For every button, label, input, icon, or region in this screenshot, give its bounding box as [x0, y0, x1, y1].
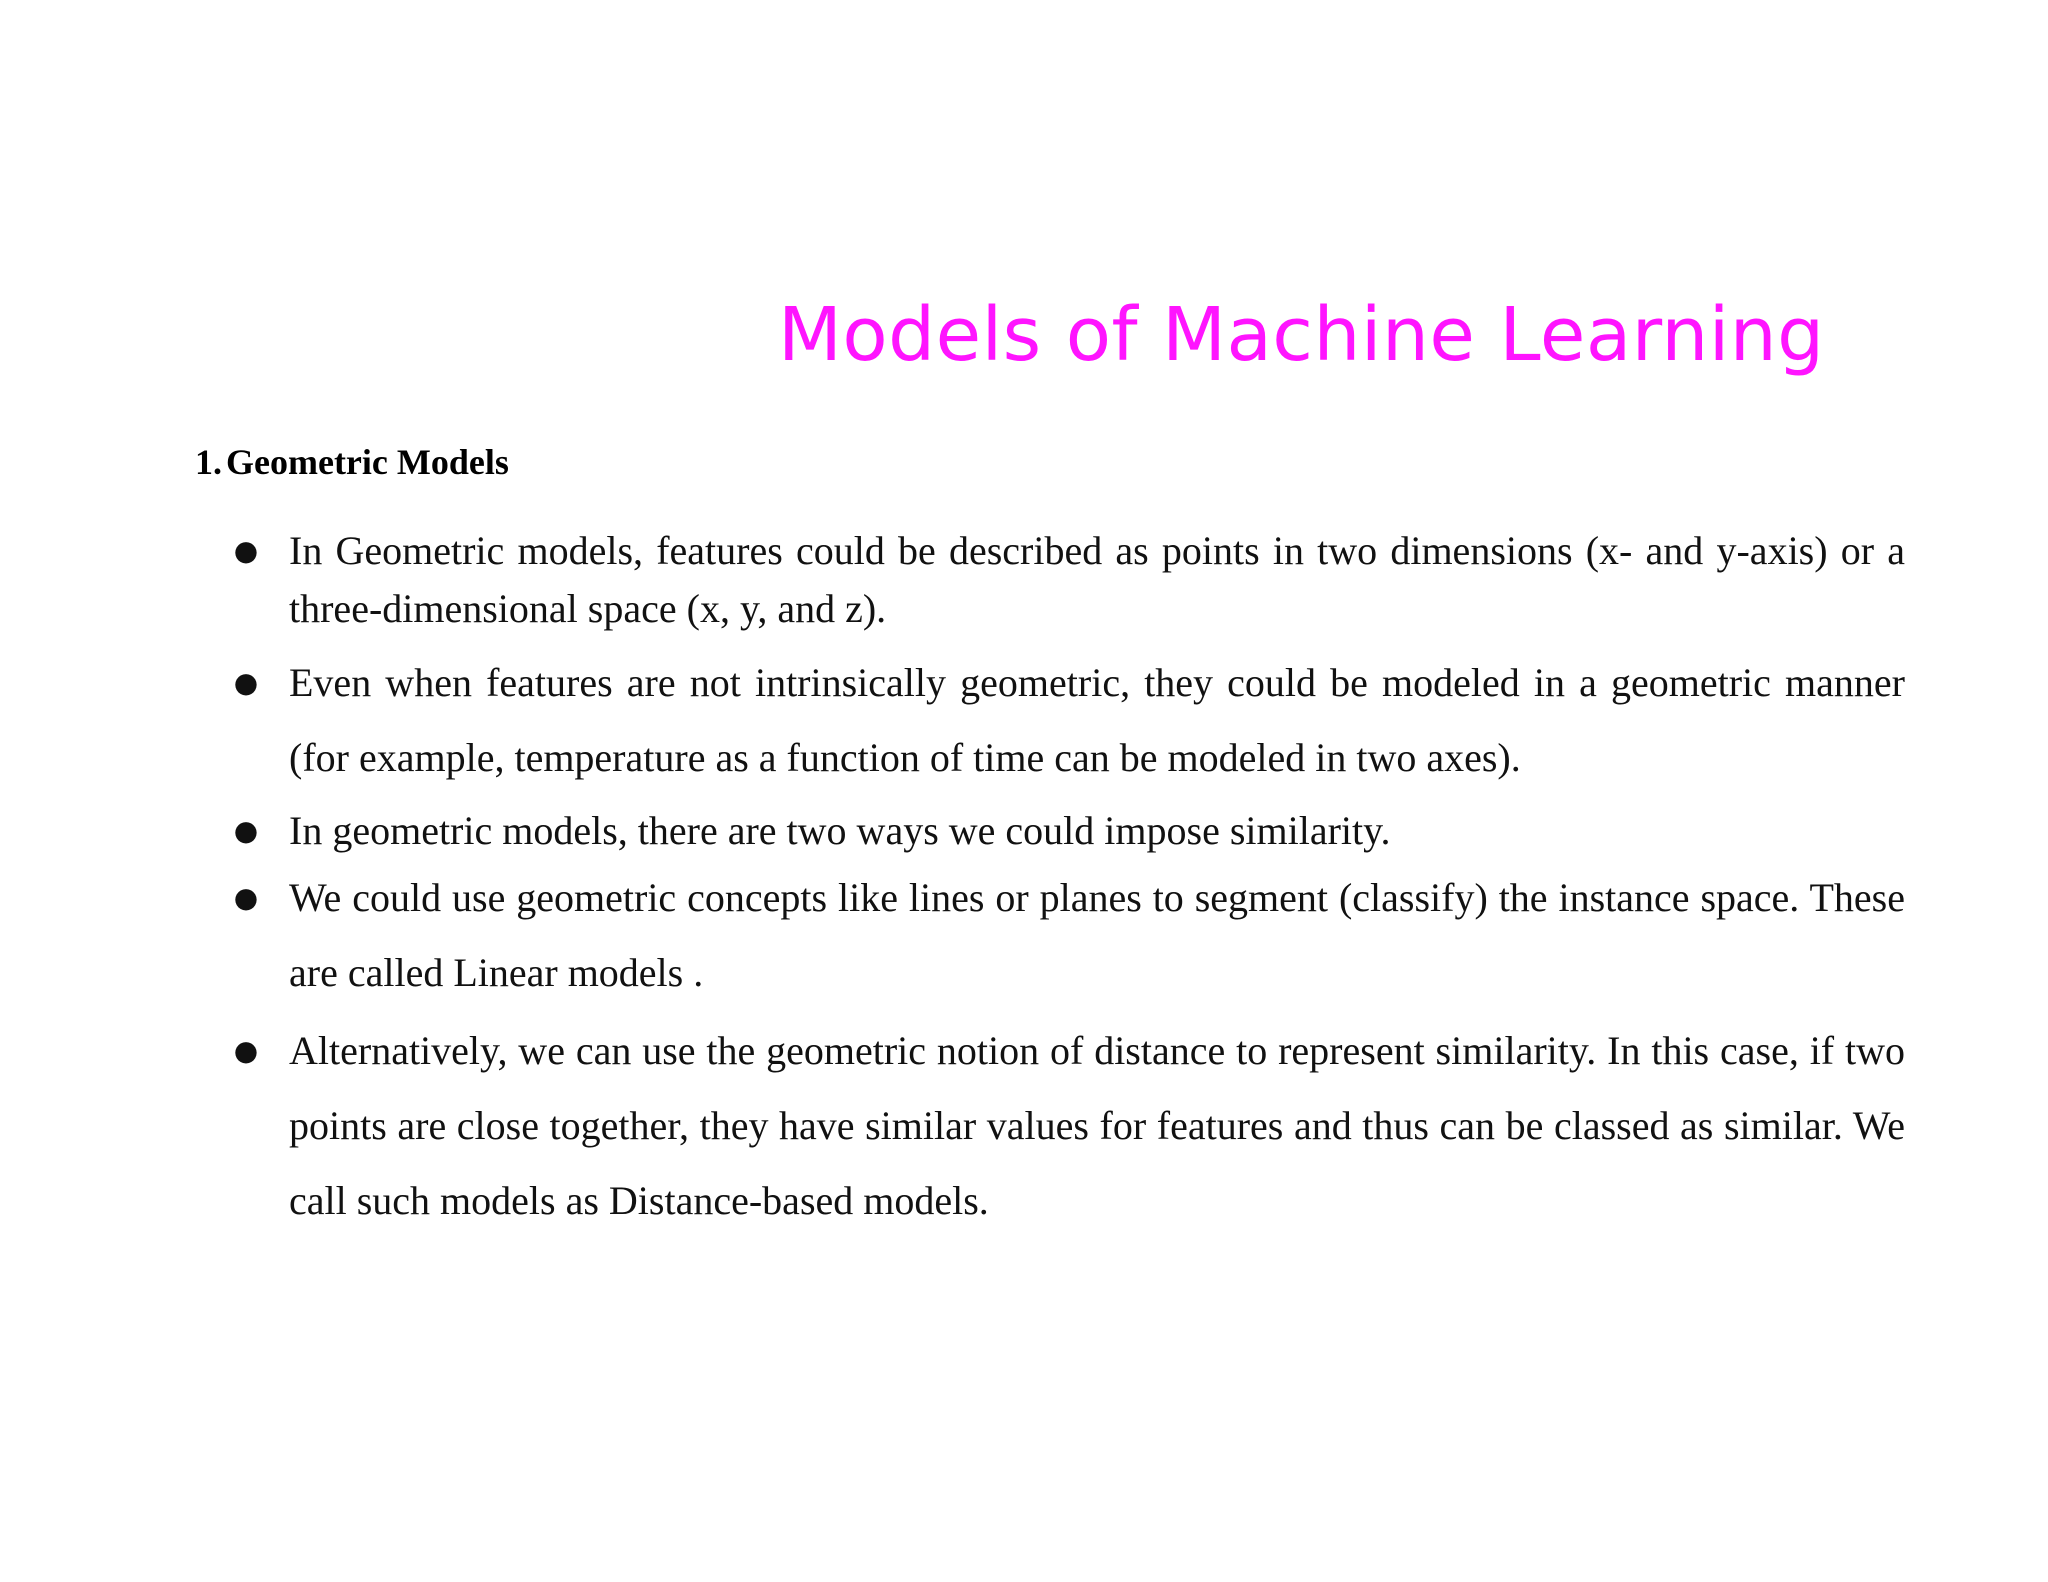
bullet-icon: ● [233, 534, 259, 567]
bullet-icon: ● [233, 666, 259, 699]
bullet-icon: ● [233, 814, 259, 847]
bullet-text: Even when features are not intrinsically geometric, they could be modeled in a geometric manner (for example, temperature as a function of time can be modeled in two axes). [289, 660, 1905, 780]
bullet-icon: ● [233, 881, 259, 914]
bullet-icon: ● [233, 1034, 259, 1067]
bullet-text: Alternatively, we can use the geometric notion of distance to represent similarity. In this case, if two points are close together, they have similar values for features and thus can be classed as similar. We call such models as Distance-based models. [289, 1028, 1905, 1223]
list-item [222, 645, 1905, 795]
section-title: Geometric Models [226, 442, 509, 482]
list-item [222, 1013, 1905, 1238]
section-heading [195, 438, 509, 486]
list-item [222, 860, 1905, 1010]
page-title: Models of Machine Learning [778, 292, 1825, 378]
list-item [222, 800, 1905, 862]
bullet-text: In geometric models, there are two ways we could impose similarity. [289, 808, 1391, 853]
bullet-text: In Geometric models, features could be described as points in two dimensions (x- and y-axis) or a three-dimensional space (x, y, and z). [289, 528, 1905, 631]
section-number: 1. [195, 442, 222, 482]
bullet-text: We could use geometric concepts like lines or planes to segment (classify) the instance space. These are called Linear models . [289, 875, 1905, 995]
list-item [222, 522, 1905, 638]
